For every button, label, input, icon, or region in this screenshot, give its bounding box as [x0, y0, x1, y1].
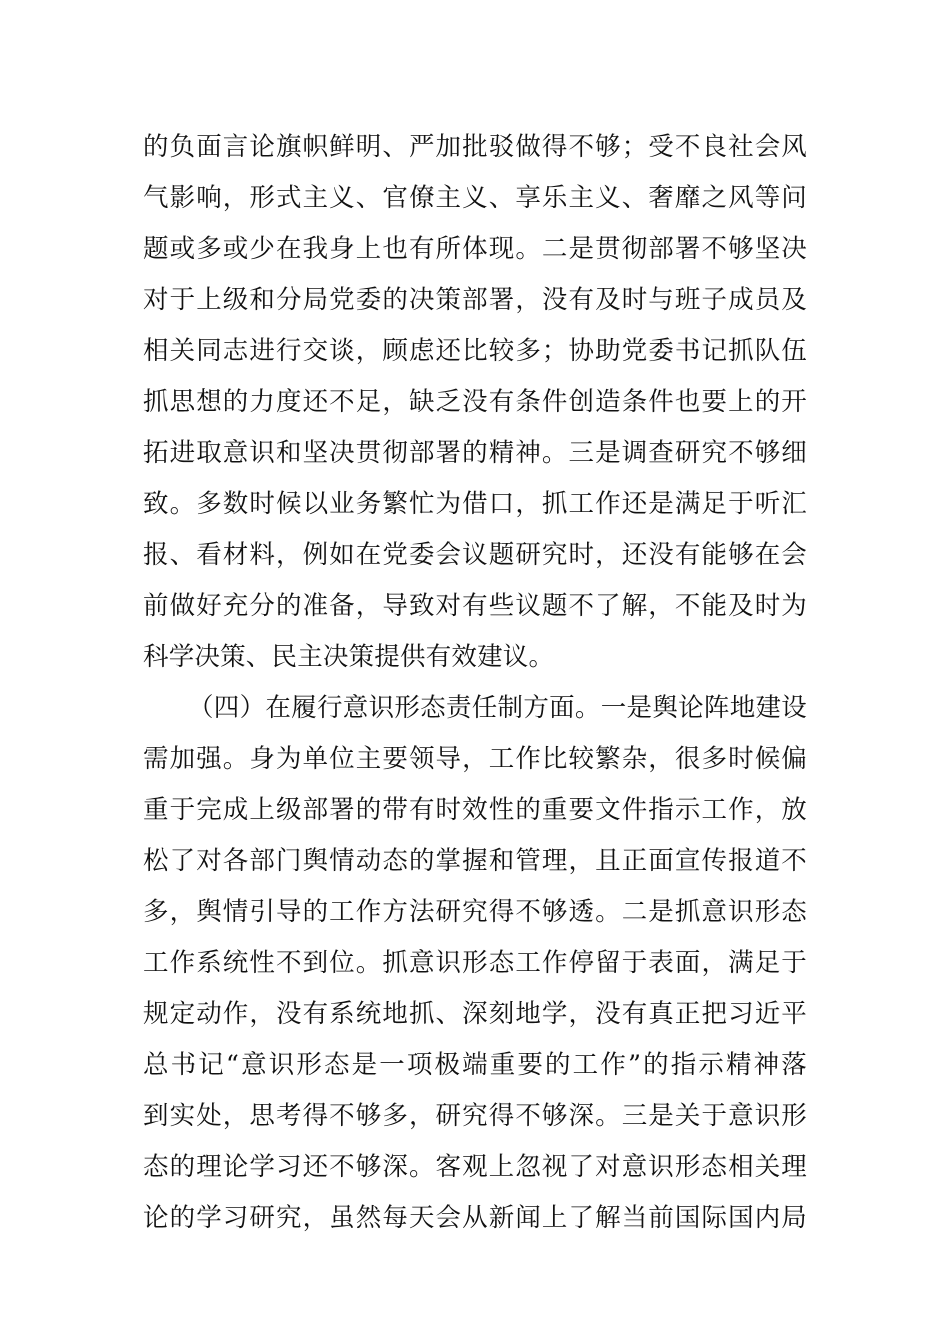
text-line: 致。多数时候以业务繁忙为借口，抓工作还是满足于听汇	[143, 489, 807, 519]
text-line: 态的理论学习还不够深。客观上忽视了对意识形态相关理	[143, 1152, 807, 1182]
text-line: 总书记“意识形态是一项极端重要的工作”的指示精神落	[143, 1050, 807, 1080]
text-line: 相关同志进行交谈，顾虑还比较多；协助党委书记抓队伍	[143, 336, 807, 366]
text-line: 科学决策、民主决策提供有效建议。	[143, 642, 555, 672]
text-line: 论的学习研究，虽然每天会从新闻上了解当前国际国内局	[143, 1203, 807, 1233]
text-line: 气影响，形式主义、官僚主义、享乐主义、奢靡之风等问	[143, 183, 807, 213]
document-body	[143, 122, 807, 1244]
text-line: 抓思想的力度还不足，缺乏没有条件创造条件也要上的开	[143, 387, 807, 417]
text-line: 工作系统性不到位。抓意识形态工作停留于表面，满足于	[143, 948, 807, 978]
text-line: 多，舆情引导的工作方法研究得不够透。二是抓意识形态	[143, 897, 807, 927]
text-line: 报、看材料，例如在党委会议题研究时，还没有能够在会	[143, 540, 807, 570]
paragraph-1	[143, 122, 807, 683]
text-line: 题或多或少在我身上也有所体现。二是贯彻部署不够坚决	[143, 234, 807, 264]
text-line: 前做好充分的准备，导致对有些议题不了解，不能及时为	[143, 591, 807, 621]
text-line: 拓进取意识和坚决贯彻部署的精神。三是调查研究不够细	[143, 438, 807, 468]
text-line: 松了对各部门舆情动态的掌握和管理，且正面宣传报道不	[143, 846, 807, 876]
text-line: 对于上级和分局党委的决策部署，没有及时与班子成员及	[143, 285, 807, 315]
text-line: 的负面言论旗帜鲜明、严加批驳做得不够；受不良社会风	[143, 132, 807, 162]
text-line: （四）在履行意识形态责任制方面。一是舆论阵地建设	[188, 693, 807, 723]
text-line: 需加强。身为单位主要领导，工作比较繁杂，很多时候偏	[143, 744, 807, 774]
text-line: 到实处，思考得不够多，研究得不够深。三是关于意识形	[143, 1101, 807, 1131]
text-line: 重于完成上级部署的带有时效性的重要文件指示工作，放	[143, 795, 807, 825]
paragraph-2	[143, 683, 807, 1244]
text-line: 规定动作，没有系统地抓、深刻地学，没有真正把习近平	[143, 999, 807, 1029]
